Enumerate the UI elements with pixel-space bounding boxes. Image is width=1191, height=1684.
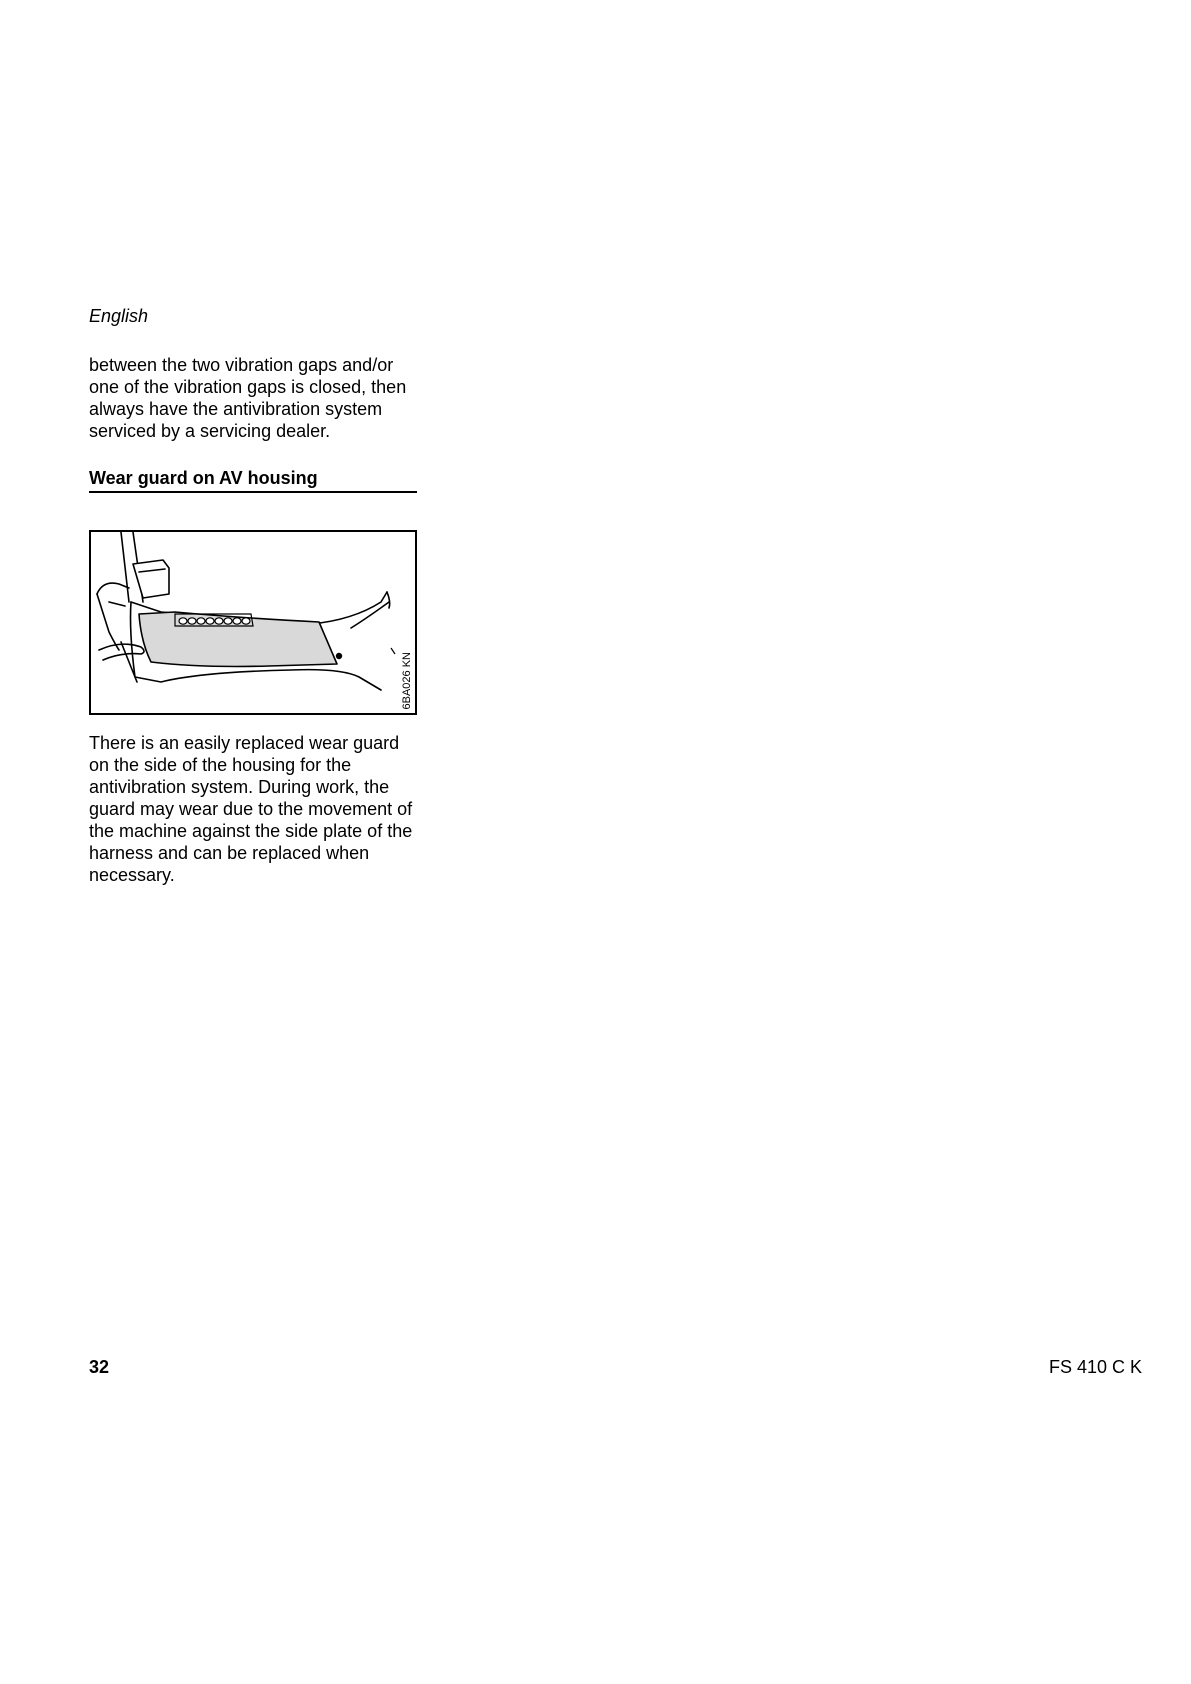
shaft-line-left <box>121 532 129 602</box>
wear-guard-illustration <box>89 530 417 715</box>
strap-loop <box>99 644 144 660</box>
av-housing-drawing <box>91 532 415 713</box>
bracket-inner <box>109 602 125 606</box>
figure-code: 6BA026 KN <box>401 651 413 709</box>
page-number: 32 <box>89 1357 110 1377</box>
screw-dot <box>336 653 342 659</box>
model-label: FS 410 C K <box>1048 1357 1142 1377</box>
description-paragraph: There is an easily replaced wear guard on the side of the housing for the antivibration system. During work, the guard may wear due to the movement of the machine against the side plate of the harness and can be replaced when necessary. <box>89 733 413 885</box>
bracket-side <box>97 594 119 650</box>
housing-curve <box>351 602 389 628</box>
leader-line <box>391 648 395 654</box>
strap-line <box>121 642 137 682</box>
language-label: English <box>89 306 149 326</box>
section-heading: Wear guard on AV housing <box>89 467 417 493</box>
clamp-block <box>133 560 169 598</box>
housing-tip <box>387 592 390 608</box>
intro-paragraph: between the two vibration gaps and/or one of the vibration gaps is closed, then always have the antivibration system serviced by a servicing dealer. <box>89 355 407 441</box>
bracket-top <box>97 583 129 594</box>
